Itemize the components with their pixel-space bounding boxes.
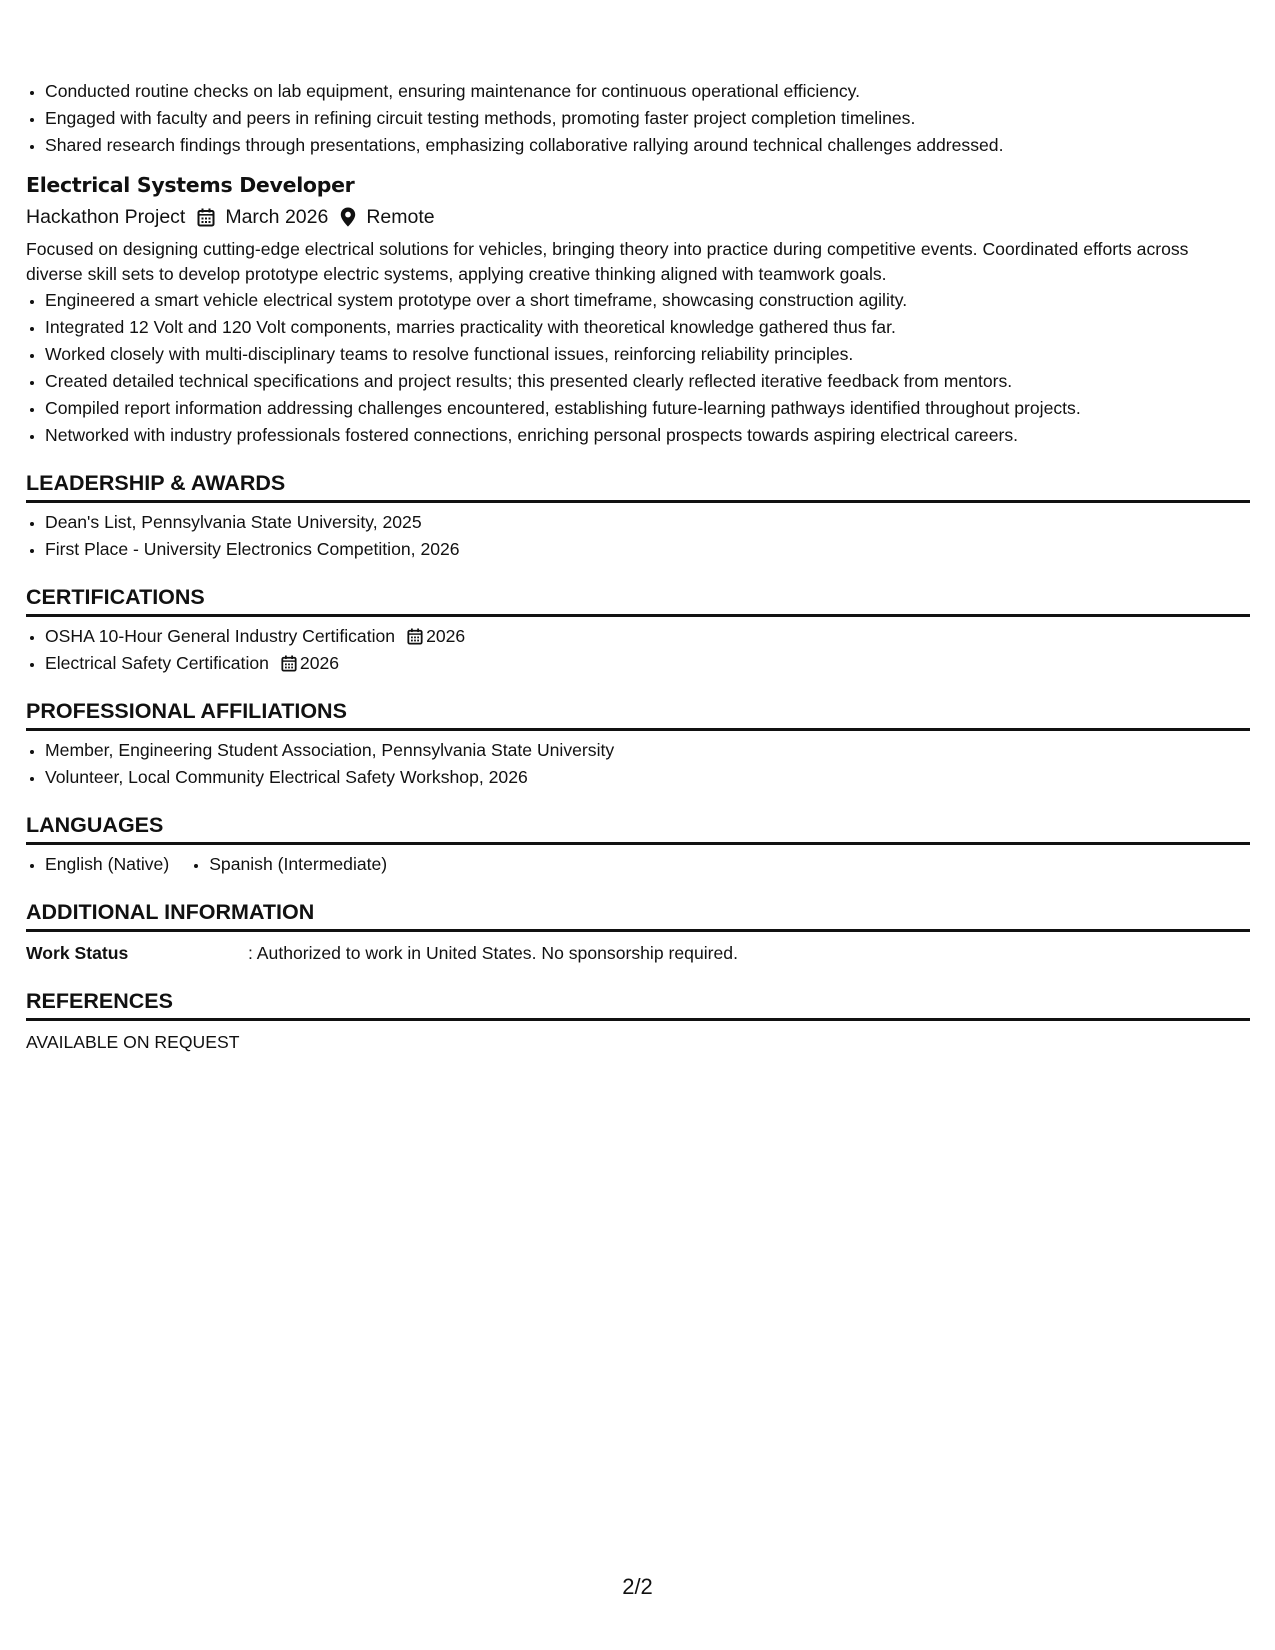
- list-item: • Created detailed technical specifications and project results; this presented clearly reflected iterative feedback from mentors.: [45, 368, 1250, 395]
- section-title-references: REFERENCES: [26, 987, 1250, 1021]
- job-bullets: [26, 287, 1250, 449]
- resume-page: [26, 78, 1250, 1056]
- list-item: • Integrated 12 Volt and 120 Volt components, marries practicality with theoretical knowledge gathered thus far.: [45, 314, 1250, 341]
- job-company: Hackathon Project: [26, 206, 186, 228]
- certification-name: • Electrical Safety Certification: [45, 653, 269, 673]
- list-item: • Member, Engineering Student Association, Pennsylvania State University: [45, 737, 1250, 764]
- job-title: Electrical Systems Developer: [26, 173, 355, 197]
- section-title-languages: LANGUAGES: [26, 811, 1250, 845]
- job-location: Remote: [366, 206, 435, 228]
- list-item: • Compiled report information addressing challenges encountered, establishing future-learning pathways identified throughout projects.: [45, 395, 1250, 422]
- list-item: • Dean's List, Pennsylvania State University, 2025: [45, 509, 1250, 536]
- list-item: • English (Native): [45, 851, 169, 878]
- job-date: March 2026: [225, 206, 329, 228]
- job-meta: [26, 203, 1250, 231]
- section-title-additional: ADDITIONAL INFORMATION: [26, 898, 1250, 932]
- job-description: Focused on designing cutting-edge electrical solutions for vehicles, bringing theory into practice during competitive events. Coordinated efforts across diverse skill sets to develop prototype electric systems, applying creative thinking aligned with teamwork goals.: [26, 239, 1189, 284]
- section-title-leadership: LEADERSHIP & AWARDS: [26, 469, 1250, 503]
- affiliations-list: [26, 737, 1250, 791]
- page-number: 2/2: [622, 1574, 653, 1599]
- list-item: • Networked with industry professionals fostered connections, enriching personal prospects towards aspiring electrical careers.: [45, 422, 1250, 449]
- calendar-icon: [281, 655, 300, 672]
- list-item: • Shared research findings through presentations, emphasizing collaborative rallying around technical challenges addressed.: [45, 132, 1250, 159]
- leadership-list: [26, 509, 1250, 563]
- certification-date: 2026: [426, 626, 466, 646]
- list-item: [45, 623, 1250, 650]
- list-item: • First Place - University Electronics Competition, 2026: [45, 536, 1250, 563]
- map-pin-icon: [340, 207, 356, 227]
- work-status-row: [26, 940, 1250, 967]
- certification-name: • OSHA 10-Hour General Industry Certification: [45, 626, 396, 646]
- section-title-certifications: CERTIFICATIONS: [26, 583, 1250, 617]
- work-status-label: Work Status: [26, 943, 129, 963]
- calendar-icon: [407, 628, 426, 645]
- certifications-list: [26, 623, 1250, 677]
- languages-list: [26, 851, 1250, 878]
- certification-date: 2026: [299, 653, 340, 673]
- list-item: • Spanish (Intermediate): [209, 851, 387, 878]
- previous-job-bullets: [26, 78, 1250, 159]
- list-item: • Worked closely with multi-disciplinary teams to resolve functional issues, reinforcing reliability principles.: [45, 341, 1250, 368]
- list-item: • Engaged with faculty and peers in refining circuit testing methods, promoting faster project completion timelines.: [45, 105, 1250, 132]
- references-text: AVAILABLE ON REQUEST: [26, 1032, 240, 1052]
- work-status-value: : Authorized to work in United States. No sponsorship required.: [248, 943, 738, 963]
- list-item: [45, 650, 1250, 677]
- calendar-icon: [197, 208, 215, 227]
- list-item: • Volunteer, Local Community Electrical Safety Workshop, 2026: [45, 764, 1250, 791]
- list-item: • Engineered a smart vehicle electrical system prototype over a short timeframe, showcasing construction agility.: [45, 287, 1250, 314]
- section-title-affiliations: PROFESSIONAL AFFILIATIONS: [26, 697, 1250, 731]
- list-item: • Conducted routine checks on lab equipment, ensuring maintenance for continuous operational efficiency.: [45, 78, 1250, 105]
